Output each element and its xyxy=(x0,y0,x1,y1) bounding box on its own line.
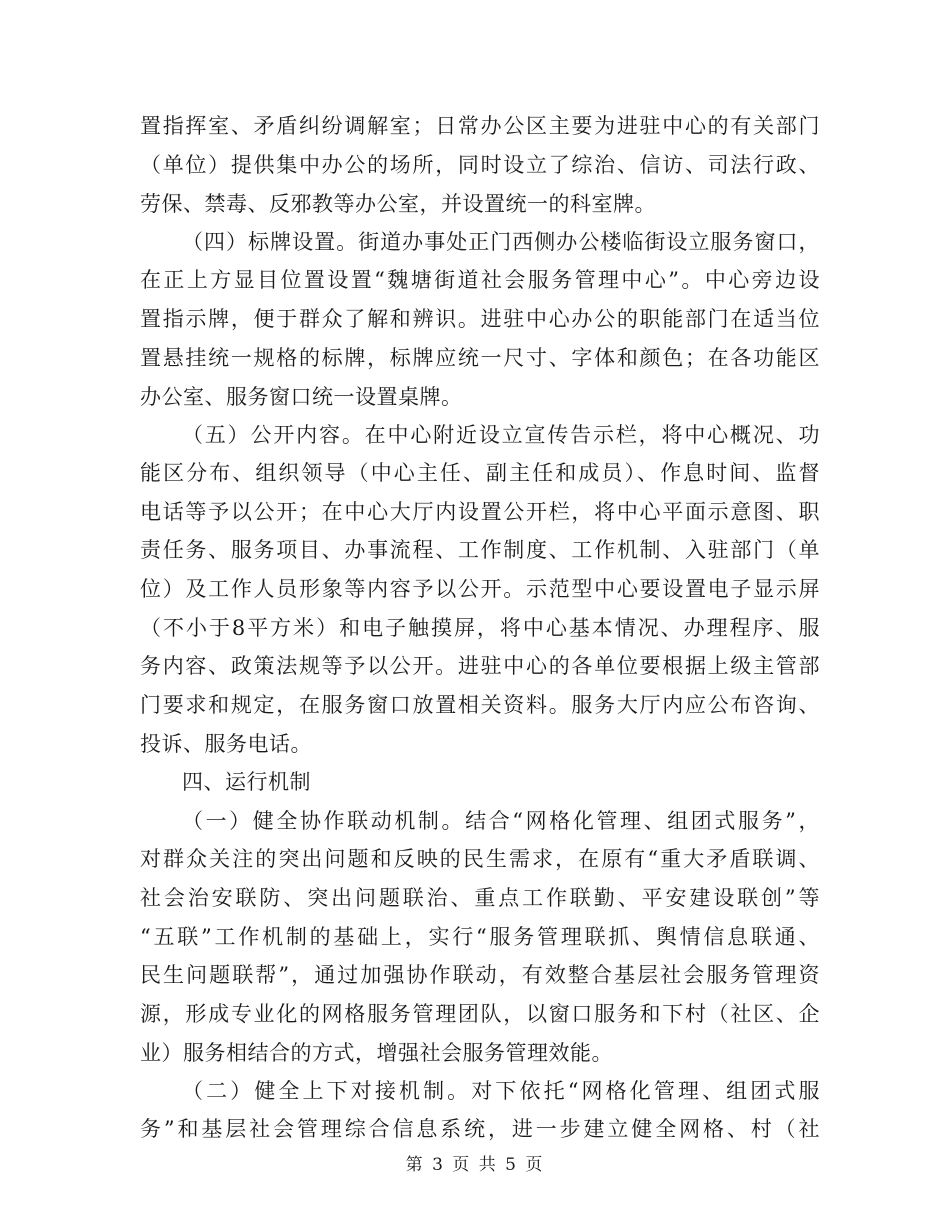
text-line: 在正上方显目位置设置“魏塘街道社会服务管理中心”。中心旁边设 xyxy=(140,268,820,292)
text-line: 业）服务相结合的方式，增强社会服务管理效能。 xyxy=(140,1041,613,1065)
text-line: （二）健全上下对接机制。对下依托“网格化管理、组团式服 xyxy=(182,1079,820,1103)
text-line: 能区分布、组织领导（中心主任、副主任和成员）、作息时间、监督 xyxy=(140,461,820,485)
text-line: （不小于8平方米）和电子触摸屏，将中心基本情况、办理程序、服 xyxy=(140,616,820,640)
text-line: 务内容、政策法规等予以公开。进驻中心的各单位要根据上级主管部 xyxy=(140,654,820,678)
text-line: 民生问题联帮”，通过加强协作联动，有效整合基层社会服务管理资 xyxy=(140,963,820,987)
text-line: 劳保、禁毒、反邪教等办公室，并设置统一的科室牌。 xyxy=(140,192,656,216)
text-line: 务”和基层社会管理综合信息系统，进一步建立健全网格、村（社 xyxy=(140,1117,820,1141)
text-line: 责任务、服务项目、办事流程、工作制度、工作机制、入驻部门（单 xyxy=(140,538,820,562)
text-line: 投诉、服务电话。 xyxy=(140,732,312,756)
text-line: 对群众关注的突出问题和反映的民生需求，在原有“重大矛盾联调、 xyxy=(140,847,820,871)
text-line: 门要求和规定，在服务窗口放置相关资料。服务大厅内应公布咨询、 xyxy=(140,693,820,717)
text-line: （单位）提供集中办公的场所，同时设立了综治、信访、司法行政、 xyxy=(140,153,820,177)
text-line: 位）及工作人员形象等内容予以公开。示范型中心要设置电子显示屏 xyxy=(140,577,820,601)
text-line: （一）健全协作联动机制。结合“网格化管理、组团式服务”， xyxy=(182,809,820,833)
text-line: （五）公开内容。在中心附近设立宣传告示栏，将中心概况、功 xyxy=(182,423,820,447)
text-line: 置指挥室、矛盾纠纷调解室；日常办公区主要为进驻中心的有关部门 xyxy=(140,114,820,138)
text-line: 源，形成专业化的网格服务管理团队，以窗口服务和下村（社区、企 xyxy=(140,1002,820,1026)
text-line: 置悬挂统一规格的标牌，标牌应统一尺寸、字体和颜色；在各功能区 xyxy=(140,346,820,370)
text-line: 办公室、服务窗口统一设置桌牌。 xyxy=(140,385,463,409)
section-heading: 四、运行机制 xyxy=(182,770,311,794)
text-line: 置指示牌，便于群众了解和辨识。进驻中心办公的职能部门在适当位 xyxy=(140,307,820,331)
text-line: 社会治安联防、突出问题联治、重点工作联勤、平安建设联创”等 xyxy=(140,886,820,910)
page-number-footer: 第 3 页 共 5 页 xyxy=(405,1155,545,1175)
text-line: 电话等予以公开；在中心大厅内设置公开栏，将中心平面示意图、职 xyxy=(140,500,820,524)
text-line: “五联”工作机制的基础上，实行“服务管理联抓、舆情信息联通、 xyxy=(140,925,820,949)
text-line: （四）标牌设置。街道办事处正门西侧办公楼临街设立服务窗口， xyxy=(182,230,820,254)
